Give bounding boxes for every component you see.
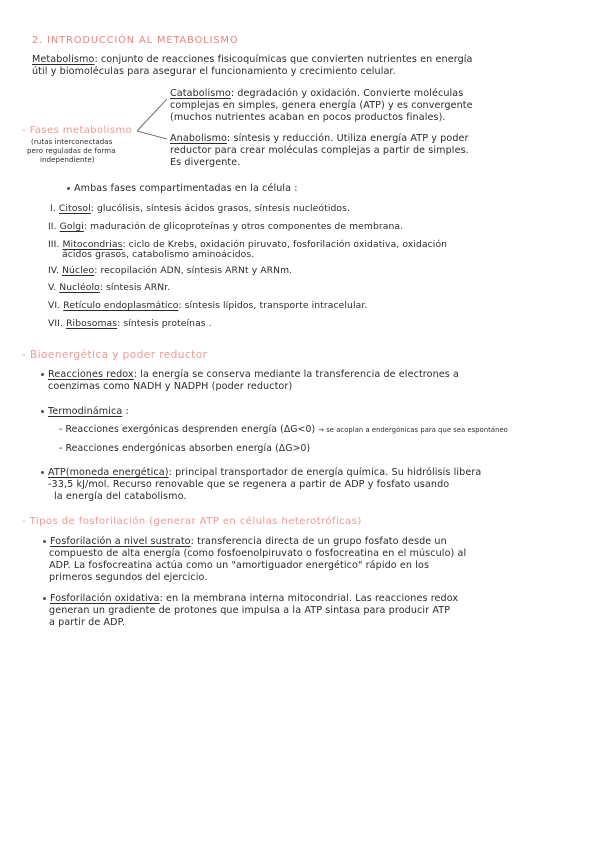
atp-line1: ATP(moneda energética): principal transportador de energía química. Su hidrólisis libera — [41, 467, 481, 479]
metabolismo-line2: útil y biomoléculas para asegurar el funcionamiento y crecimiento celular. — [32, 66, 396, 77]
redox-line2: coenzimas como NADH y NADPH (poder reductor) — [48, 381, 293, 392]
sustrato-line3: ADP. La fosfocreatina actúa como un "amortiguador energético" rápido en los — [49, 560, 430, 571]
fases-note-3: independiente) — [40, 156, 95, 164]
fases-note-1: (rutas interconectadas — [31, 138, 113, 146]
bioenergetica-title: - Bioenergética y poder reductor — [22, 349, 208, 361]
sustrato-line1: Fosforilación a nivel sustrato: transferencia directa de un grupo fosfato desde un — [43, 536, 447, 548]
bullet-icon — [41, 373, 44, 376]
atp-line2: -33,5 kJ/mol. Recurso renovable que se regenera a partir de ADP y fosfato usando — [48, 479, 450, 490]
fases-note-2: pero reguladas de forma — [27, 147, 116, 155]
oxidativa-line1: Fosforilación oxidativa: en la membrana interna mitocondrial. Las reacciones redox — [43, 593, 458, 605]
bullet-icon — [67, 187, 70, 190]
bullet-icon — [43, 597, 46, 600]
exergonicas-note: → se acoplan a endergónicas para que sea espontáneo — [318, 426, 508, 434]
compartment-item-cont: ácidos grasos, catabolismo aminoácidos. — [62, 249, 255, 260]
compartment-item: V. Nucléolo: síntesis ARNr. — [48, 282, 171, 293]
oxidativa-line2: generan un gradiente de protones que impulsa a la ATP sintasa para producir ATP — [49, 605, 451, 616]
fosforilacion-title: - Tipos de fosforilación (generar ATP en células heterotróficas) — [22, 516, 362, 527]
compartment-item: VII. Ribosomas: síntesis proteínas . — [48, 318, 212, 329]
compartment-item: III. Mitocondrias: ciclo de Krebs, oxidación piruvato, fosforilación oxidativa, oxidación — [48, 239, 448, 250]
sustrato-line2: compuesto de alta energía (como fosfoenolpiruvato o fosfocreatina en el músculo) al — [49, 548, 467, 559]
metabolismo-line1: Metabolismo: conjunto de reacciones fisicoquímicas que convierten nutrientes en energía — [32, 54, 473, 65]
compartment-item: IV. Núcleo: recopilación ADN, síntesis ARNt y ARNm. — [48, 265, 293, 276]
metabolismo-label: Metabolismo — [32, 54, 95, 65]
fases-label: - Fases metabolismo — [22, 125, 133, 136]
redox-line1: Reacciones redox: la energía se conserva mediante la transferencia de electrones a — [41, 369, 459, 381]
sustrato-line4: primeros segundos del ejercicio. — [49, 572, 208, 583]
catabolismo-label: Catabolismo — [170, 88, 231, 99]
page-title: 2. INTRODUCCIÓN AL METABOLISMO — [32, 35, 239, 46]
anabolismo-line1: Anabolismo: síntesis y reducción. Utiliza energía ATP y poder — [170, 133, 469, 144]
bullet-icon — [43, 540, 46, 543]
bullet-icon — [41, 410, 44, 413]
oxidativa-line3: a partir de ADP. — [49, 617, 126, 628]
termo-label-line: Termodinámica : — [41, 406, 129, 418]
anabolismo-line2: reductor para crear moléculas complejas a partir de simples. — [170, 145, 469, 156]
exergonicas-line: - Reacciones exergónicas desprenden energía (ΔG<0) → se acoplan a endergónicas para que sea espontáneo — [59, 424, 508, 435]
anabolismo-line3: Es divergente. — [170, 157, 241, 168]
catabolismo-line1: Catabolismo: degradación y oxidación. Convierte moléculas — [170, 88, 464, 99]
compartment-item: VI. Retículo endoplasmático: síntesis lípidos, transporte intracelular. — [48, 300, 368, 311]
catabolismo-line3: (muchos nutrientes acaban en pocos productos finales). — [170, 112, 446, 123]
ambas-intro: Ambas fases compartimentadas en la célula : — [67, 183, 298, 195]
compartment-item: II. Golgi: maduración de glicoproteínas y otros componentes de membrana. — [48, 221, 404, 232]
bullet-icon — [41, 471, 44, 474]
compartment-item: I. Citosol: glucólisis, síntesis ácidos grasos, síntesis nucleótidos. — [50, 203, 351, 214]
catabolismo-line2: complejas en simples, genera energía (ATP) y es convergente — [170, 100, 473, 111]
endergonicas-line: - Reacciones endergónicas absorben energía (ΔG>0) — [59, 443, 311, 454]
anabolismo-label: Anabolismo — [170, 133, 228, 144]
atp-line3: la energía del catabolismo. — [54, 491, 187, 502]
